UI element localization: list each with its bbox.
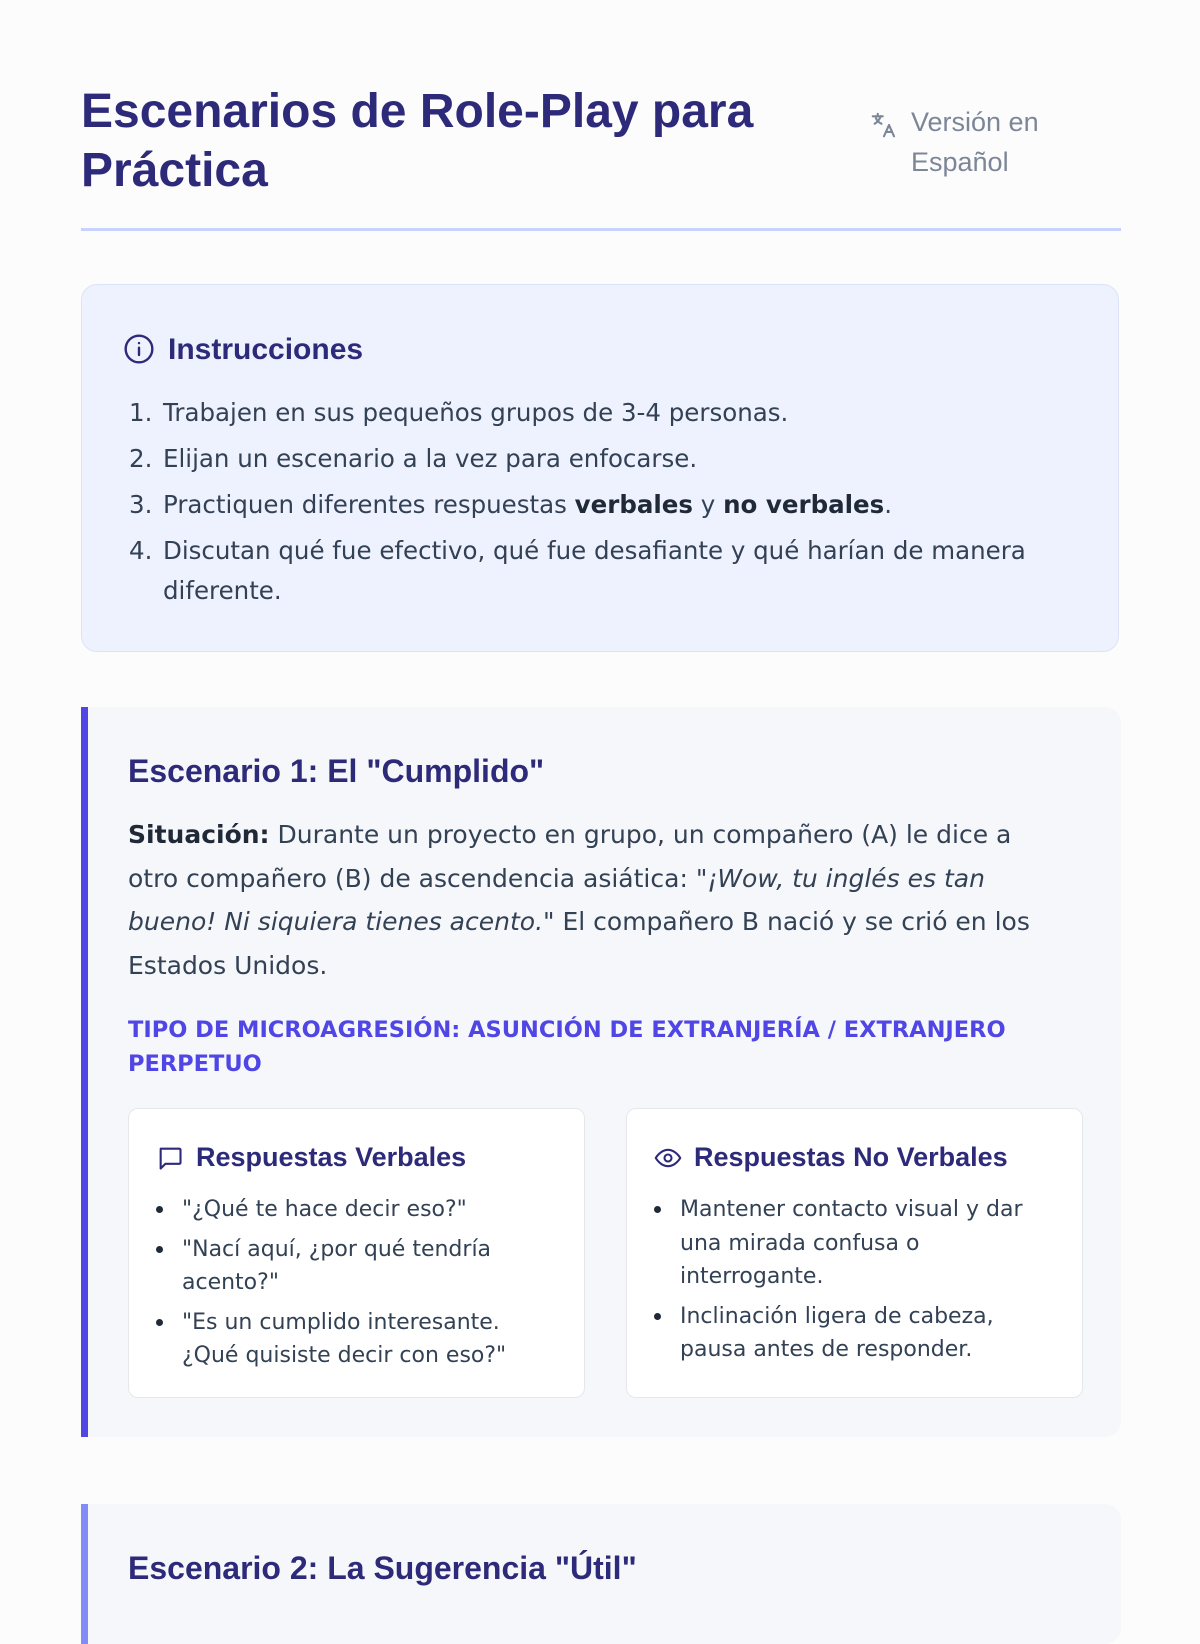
instructions-list: [129, 393, 1063, 617]
eye-icon: [654, 1144, 682, 1172]
page-header: [81, 82, 1121, 231]
nonverbal-responses-title: Respuestas No Verbales: [694, 1142, 1008, 1172]
translate-icon: [869, 110, 899, 140]
instruction-text: Discutan qué fue efectivo, qué fue desafiante y qué harían de manera diferente.: [163, 536, 1026, 605]
instruction-text-post: .: [884, 490, 893, 519]
instruction-item: [129, 393, 1063, 433]
situation-quote: "¡Wow, tu inglés es tan bueno! Ni siquiera tienes acento.": [128, 863, 985, 936]
list-item: Inclinación ligera de cabeza, pausa antes de responder.: [680, 1300, 1025, 1367]
situation-label: Situación:: [128, 820, 270, 849]
scenario-card: [81, 707, 1121, 1437]
instruction-item: [129, 531, 1063, 611]
nonverbal-responses-list: [680, 1193, 1025, 1373]
instruction-text-mid: y: [693, 490, 724, 519]
instruction-item: [129, 485, 1063, 525]
speech-bubble-icon: [156, 1144, 184, 1172]
instruction-bold-nonverbal: no verbales: [723, 490, 885, 519]
instruction-text: Trabajen en sus pequeños grupos de 3-4 personas.: [163, 398, 789, 427]
scenario-title: Escenario 1: El "Cumplido": [128, 753, 545, 789]
info-icon: [123, 333, 155, 365]
microaggression-type: TIPO DE MICROAGRESIÓN: ASUNCIÓN DE EXTRANJERÍA / EXTRANJERO PERPETUO: [128, 1017, 1006, 1077]
instruction-number: 4.: [129, 536, 153, 565]
page-title: Escenarios de Role-Play para Práctica: [81, 85, 754, 197]
list-item: "¿Qué te hace decir eso?": [182, 1193, 527, 1227]
instruction-number: 2.: [129, 444, 153, 473]
list-item: "Es un cumplido interesante. ¿Qué quisiste decir con eso?": [182, 1306, 527, 1373]
scenario-title: Escenario 2: La Sugerencia "Útil": [128, 1550, 637, 1586]
instruction-text-pre: Practiquen diferentes respuestas: [163, 490, 575, 519]
instruction-item: [129, 439, 1063, 479]
situation-text-end: El compañero B nació y se crió en los Estados Unidos.: [128, 907, 1030, 980]
scenario-card: [81, 1504, 1121, 1644]
instructions-panel: [81, 284, 1119, 652]
list-item: "Nací aquí, ¿por qué tendría acento?": [182, 1233, 527, 1300]
instruction-number: 3.: [129, 490, 153, 519]
situation-text: Durante un proyecto en grupo, un compañero (A) le dice a otro compañero (B) de ascendencia asiática:: [128, 820, 1012, 893]
language-indicator: [869, 102, 1119, 182]
verbal-responses-list: [182, 1193, 527, 1379]
instruction-number: 1.: [129, 398, 153, 427]
instructions-title: Instrucciones: [168, 333, 364, 366]
list-item: Mantener contacto visual y dar una mirada confusa o interrogante.: [680, 1193, 1025, 1294]
verbal-responses-title: Respuestas Verbales: [196, 1142, 467, 1172]
instruction-text: Elijan un escenario a la vez para enfocarse.: [163, 444, 698, 473]
verbal-responses-box: [128, 1108, 585, 1398]
nonverbal-responses-box: [626, 1108, 1083, 1398]
instruction-bold-verbal: verbales: [574, 490, 694, 519]
language-label: Versión en Español: [911, 107, 1039, 177]
scenario-situation: [128, 813, 1068, 987]
